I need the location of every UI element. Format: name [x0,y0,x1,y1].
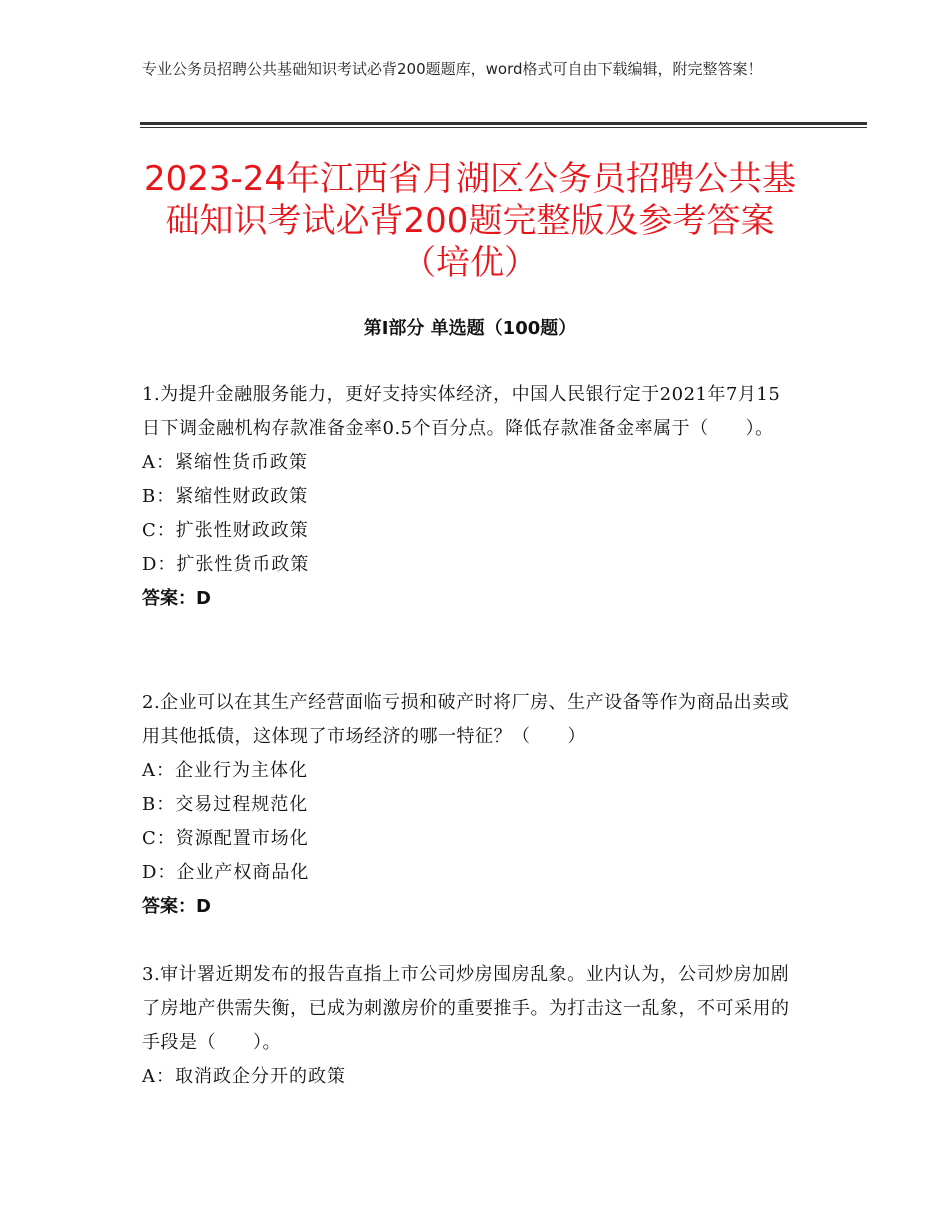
header-rule-thin [140,127,867,128]
answer: 答案：D [142,588,211,609]
option-b: B：紧缩性财政政策 [142,486,309,507]
header-note: 专业公务员招聘公共基础知识考试必背200题题库，word格式可自由下载编辑，附完整答案！ [142,60,763,78]
question-stem: 3.审计署近期发布的报告直指上市公司炒房囤房乱象。业内认为，公司炒房加剧了房地产供需失衡，已成为刺激房价的重要推手。为打击这一乱象，不可采用的手段是（ ）。 [142,964,790,1053]
question-stem: 2.企业可以在其生产经营面临亏损和破产时将厂房、生产设备等作为商品出卖或用其他抵债，这体现了市场经济的哪一特征？（ ） [142,692,790,747]
question-stem: 1.为提升金融服务能力，更好支持实体经济，中国人民银行定于2021年7月15日下调金融机构存款准备金率0.5个百分点。降低存款准备金率属于（ ）。 [142,384,781,439]
header-rule-thick [140,122,867,125]
answer: 答案：D [142,896,211,917]
option-d: D：扩张性货币政策 [142,554,310,575]
document-title: 2023-24年江西省月湖区公务员招聘公共基础知识考试必背200题完整版及参考答案（培优） [143,159,797,283]
option-a: A：取消政企分开的政策 [142,1066,346,1087]
option-d: D：企业产权商品化 [142,862,310,883]
option-c: C：资源配置市场化 [142,828,309,849]
option-b: B：交易过程规范化 [142,794,309,815]
option-a: A：紧缩性货币政策 [142,452,308,473]
question-1 [142,378,797,616]
option-a: A：企业行为主体化 [142,760,308,781]
section-heading: 第Ⅰ部分 单选题（100题） [363,318,577,339]
option-c: C：扩张性财政政策 [142,520,309,541]
question-2 [142,686,797,924]
question-3 [142,958,797,1094]
